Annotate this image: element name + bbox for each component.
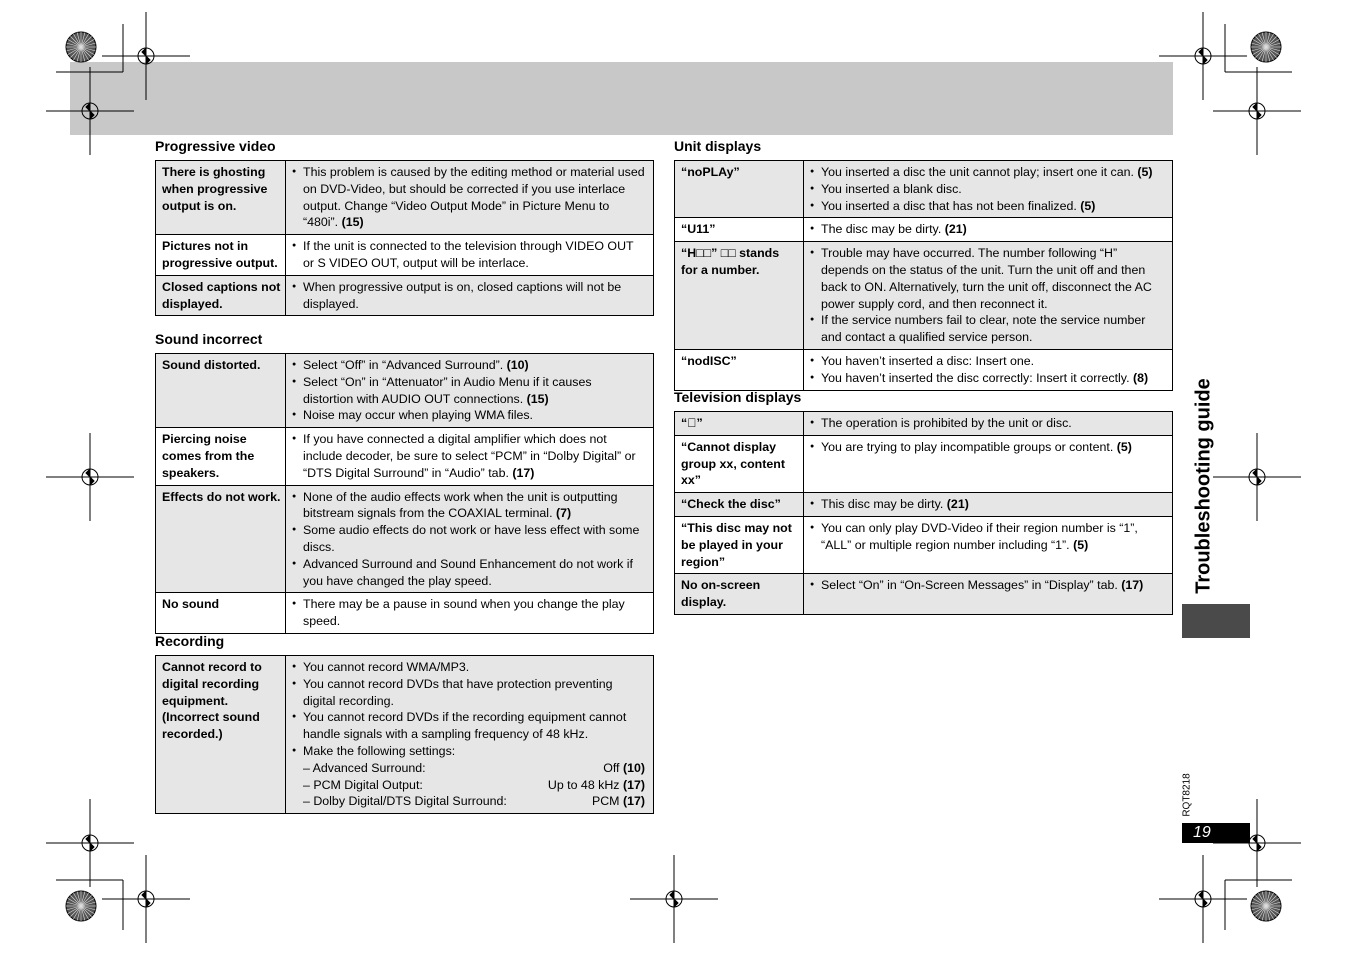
problem-cell: No on-screen display. bbox=[675, 574, 804, 615]
sunburst-mark bbox=[1251, 891, 1281, 921]
crosshair-mark bbox=[1213, 67, 1301, 155]
problem-cell: Closed captions not displayed. bbox=[156, 275, 286, 316]
crosshair-mark bbox=[46, 67, 134, 155]
bullet-text: You inserted a disc that has not been finalized. bbox=[821, 198, 1077, 213]
sunburst-mark bbox=[66, 32, 96, 62]
section-title-progressive-video: Progressive video bbox=[155, 138, 276, 154]
page-reference: (15) bbox=[341, 215, 364, 230]
problem-cell: “noPLAy” bbox=[675, 161, 804, 218]
problem-cell: “H□□” □□ stands for a number. bbox=[675, 242, 804, 350]
crosshair-mark bbox=[46, 433, 134, 521]
crosshair-mark bbox=[1159, 855, 1247, 943]
bullet-text: You cannot record DVDs if the recording equipment cannot handle signals with a sampling frequency of 48 kHz. bbox=[303, 710, 627, 742]
sidebar-title: Troubleshooting guide bbox=[1192, 377, 1215, 594]
section-title-television-displays: Television displays bbox=[674, 389, 802, 405]
bullet-text: You haven’t inserted a disc: Insert one. bbox=[821, 353, 1035, 368]
bullet-text: There may be a pause in sound when you change the play speed. bbox=[303, 597, 625, 629]
bullet-text: When progressive output is on, closed captions will not be displayed. bbox=[303, 279, 622, 311]
bullet-text: If the service numbers fail to clear, note the service number and contact a qualified service person. bbox=[821, 313, 1146, 345]
page-reference: (10) bbox=[622, 760, 645, 775]
page-reference: (7) bbox=[555, 506, 572, 521]
page-reference: (17) bbox=[622, 777, 645, 792]
page-reference: (5) bbox=[1073, 537, 1089, 552]
bullet-text: This problem is caused by the editing method or material used on DVD-Video, but should be corrected if you use interlace output. Change “Video Output Mode” in Picture Menu to “480i”. bbox=[303, 165, 645, 230]
setting-value: Up to 48 kHz (17) bbox=[547, 777, 645, 792]
page-reference: (5) bbox=[1116, 439, 1132, 454]
problem-cell: “Check the disc” bbox=[675, 493, 804, 517]
bullet-text: This disc may be dirty. bbox=[821, 497, 944, 512]
bullet-text: Select “Off” in “Advanced Surround”. bbox=[303, 358, 504, 372]
page-reference: (17) bbox=[512, 465, 535, 480]
page-reference: (8) bbox=[1132, 370, 1149, 385]
page-reference: (5) bbox=[1080, 198, 1096, 213]
bullet-text: You can only play DVD-Video if their region number is “1”, “ALL” or multiple region number including “1”. bbox=[821, 520, 1138, 552]
bullet-text: None of the audio effects work when the unit is outputting bitstream signals from the COAXIAL terminal. bbox=[303, 489, 618, 521]
sunburst-mark bbox=[66, 891, 96, 921]
problem-cell: Effects do not work. bbox=[156, 485, 286, 593]
bullet-text: Advanced Surround and Sound Enhancement do not work if you have changed the play speed. bbox=[303, 556, 633, 588]
setting-value: PCM (17) bbox=[591, 794, 645, 809]
problem-cell: “Cannot display group xx, content xx” bbox=[675, 435, 804, 492]
page-reference: (15) bbox=[526, 391, 549, 406]
crosshair-mark bbox=[1213, 799, 1301, 887]
crosshair-mark bbox=[1159, 12, 1247, 100]
crosshair-mark bbox=[1213, 433, 1301, 521]
problem-cell: Cannot record to digital recording equipment. (Incorrect sound recorded.) bbox=[156, 656, 286, 814]
page-number: 19 bbox=[1182, 823, 1250, 843]
setting-value: Off (10) bbox=[603, 760, 645, 775]
section-title-unit-displays: Unit displays bbox=[674, 138, 762, 154]
bullet-text: The operation is prohibited by the unit or disc. bbox=[821, 416, 1072, 430]
problem-cell: Sound distorted. bbox=[156, 354, 286, 428]
bullet-text: You inserted a disc the unit cannot play; insert one it can. bbox=[821, 165, 1134, 179]
crosshair-mark bbox=[102, 12, 190, 100]
page-reference: (17) bbox=[622, 794, 645, 809]
setting-name: – Dolby Digital/DTS Digital Surround: bbox=[303, 794, 507, 809]
setting-name: – Advanced Surround: bbox=[303, 760, 426, 775]
sunburst-mark bbox=[1251, 32, 1281, 62]
section-title-recording: Recording bbox=[155, 633, 225, 649]
document-number: RQT8218 bbox=[1181, 773, 1193, 817]
bullet-text: Some audio effects do not work or have less effect with some discs. bbox=[303, 523, 640, 554]
bullet-text: If the unit is connected to the television through VIDEO OUT or S VIDEO OUT, output will be interlace. bbox=[303, 239, 634, 270]
bullet-text: You inserted a blank disc. bbox=[821, 181, 962, 196]
problem-cell: “U11” bbox=[675, 218, 804, 242]
bullet-text: Noise may occur when playing WMA files. bbox=[303, 408, 534, 423]
problem-cell: “⃠” bbox=[675, 412, 804, 436]
page-reference: (17) bbox=[1121, 578, 1144, 593]
bullet-text: Trouble may have occurred. The number following “H” depends on the status of the unit. Turn the unit off and then back to ON. Alternatively, turn the unit off, disconnect the AC power supply cord, and then reconnect it. bbox=[821, 246, 1152, 311]
bullet-text: You haven’t inserted the disc correctly: Insert it correctly. bbox=[821, 370, 1130, 385]
bullet-text: If you have connected a digital amplifier which does not include decoder, be sure to select “PCM” in “Dolby Digital” or “DTS Digital Surround” in “Audio” tab. bbox=[303, 432, 636, 480]
page-reference: (5) bbox=[1137, 165, 1153, 179]
bullet-text: Select “On” in “On-Screen Messages” in “Display” tab. bbox=[821, 578, 1122, 593]
bullet-text: You are trying to play incompatible groups or content. bbox=[821, 439, 1114, 454]
problem-cell: “This disc may not be played in your region” bbox=[675, 516, 804, 573]
bullet-text: Make the following settings: bbox=[303, 743, 456, 758]
crosshair-mark bbox=[630, 855, 718, 943]
section-title-sound-incorrect: Sound incorrect bbox=[155, 331, 263, 347]
problem-cell: No sound bbox=[156, 593, 286, 634]
crosshair-mark bbox=[102, 855, 190, 943]
bullet-text: You cannot record WMA/MP3. bbox=[303, 660, 470, 674]
problem-cell: There is ghosting when progressive output is on. bbox=[156, 161, 286, 235]
page-reference: (10) bbox=[506, 358, 529, 372]
problem-cell: “nodISC” bbox=[675, 349, 804, 390]
page-reference: (21) bbox=[944, 222, 967, 237]
setting-name: – PCM Digital Output: bbox=[303, 777, 423, 792]
problem-cell: Pictures not in progressive output. bbox=[156, 235, 286, 276]
page-reference: (21) bbox=[946, 497, 969, 512]
bullet-text: Select “On” in “Attenuator” in Audio Menu if it causes distortion with AUDIO OUT connections. bbox=[303, 374, 592, 406]
bullet-text: You cannot record DVDs that have protection preventing digital recording. bbox=[303, 676, 613, 708]
problem-cell: Piercing noise comes from the speakers. bbox=[156, 428, 286, 485]
crosshair-mark bbox=[46, 799, 134, 887]
bullet-text: The disc may be dirty. bbox=[821, 222, 942, 237]
